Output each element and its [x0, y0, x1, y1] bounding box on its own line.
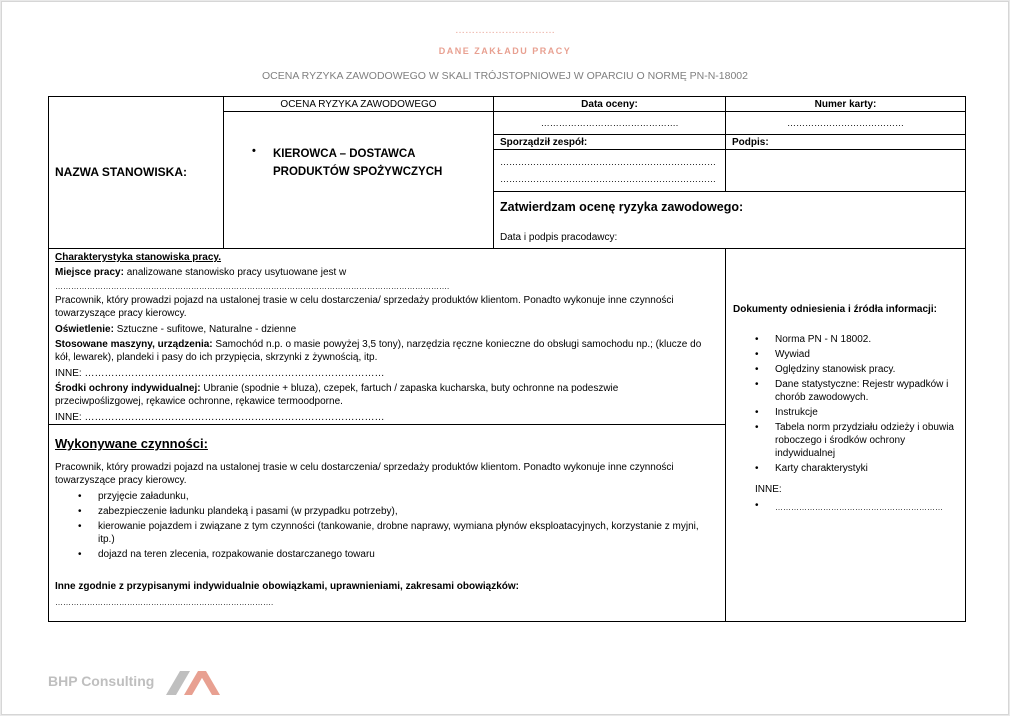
activities-description: Pracownik, który prowadzi pojazd na ustalonej trasie w celu dostarczenia/ sprzedaży produktów klientom. Ponadto wykonuje inne czynności towarzyszące pracy kierowcy.	[55, 462, 674, 486]
bullet-icon: •	[78, 506, 82, 517]
documents-list	[755, 333, 960, 475]
date-field[interactable]: ……………………………………….	[540, 118, 679, 128]
assessment-header: OCENA RYZYKA ZAWODOWEGO	[280, 99, 437, 110]
signature-label: Podpis:	[732, 137, 769, 148]
documents-other-field[interactable]: ………………………………………………………	[775, 503, 943, 512]
other-duties-heading: Inne zgodnie z przypisanymi indywidualnie obowiązkami, uprawnieniami, zakresami obowiązków:	[55, 581, 519, 592]
position-name-line2: PRODUKTÓW SPOŻYWCZYCH	[273, 166, 443, 178]
header-dots: …………………………	[455, 25, 555, 36]
date-label: Data oceny:	[581, 99, 638, 110]
activities-heading: Wykonywane czynności:	[55, 436, 208, 451]
bullet-icon: •	[755, 349, 759, 360]
list-item: • Dane statystyczne: Rejestr wypadków i chorób zawodowych.	[755, 379, 949, 403]
card-number-label: Numer karty:	[814, 99, 877, 110]
list-item: • Oględziny stanowisk pracy.	[755, 364, 896, 375]
bullet-icon: •	[78, 549, 82, 560]
ppe-line: Środki ochrony indywidualnej: Ubranie (spodnie + bluza), czepek, fartuch / zapaska kucharska, buty ochronne na podeszwie przeciwpoślizgowej, rękawice ochronne, rękawice termoodporne.	[55, 383, 619, 407]
bullet-icon: •	[755, 407, 759, 418]
bullet-icon: •	[252, 145, 256, 157]
approval-heading: Zatwierdzam ocenę ryzyka zawodowego:	[500, 200, 744, 214]
bullet-icon: •	[755, 463, 759, 474]
list-item: • zabezpieczenie ładunku plandeką i pasami (w przypadku potrzeby),	[78, 506, 398, 517]
document-title: OCENA RYZYKA ZAWODOWEGO W SKALI TRÓJSTOPNIOWEJ W OPARCIU O NORMĘ PN-N-18002	[262, 70, 748, 82]
approval-signature-label: Data i podpis pracodawcy:	[500, 232, 618, 243]
bullet-icon: •	[78, 521, 82, 532]
position-label: NAZWA STANOWISKA:	[55, 165, 187, 179]
brand-name: BHP Consulting	[48, 673, 155, 689]
bullet-icon: •	[78, 491, 82, 502]
bullet-icon: •	[755, 334, 759, 345]
list-item: • Instrukcje	[755, 407, 818, 418]
position-name-line1: KIEROWCA – DOSTAWCA	[273, 148, 416, 160]
list-item: • Norma PN - N 18002.	[755, 334, 872, 345]
list-item: • Karty charakterystyki	[755, 463, 868, 474]
team-field-2[interactable]: ………………………………………………………………	[500, 174, 716, 184]
bullet-icon: •	[755, 422, 759, 433]
documents-other-label: INNE:	[755, 484, 782, 495]
workplace-line: Miejsce pracy: analizowane stanowisko pracy usytuowane jest w	[55, 267, 347, 278]
company-name: DANE ZAKŁADU PRACY	[438, 46, 572, 56]
list-item: • dojazd na teren zlecenia, rozpakowanie dostarczanego towaru	[78, 549, 375, 560]
bullet-icon: •	[755, 364, 759, 375]
position-description: Pracownik, który prowadzi pojazd na ustalonej trasie w celu dostarczenia/ sprzedaży produktów klientom. Ponadto wykonuje inne czynności towarzyszące pracy kierowcy.	[55, 295, 674, 319]
document-page	[1, 1, 1009, 715]
machines-line: Stosowane maszyny, urządzenia: Samochód n.p. o masie powyżej 3,5 tony), narzędzia ręczne konieczne do obsługi samochodu np.; (klucze do kół, lewarek), plandeki i pasy do ich przypięcia, skrzynki z żywnością, itp.	[55, 339, 702, 363]
team-field-1[interactable]: ………………………………………………………………	[500, 157, 716, 167]
bullet-icon: •	[755, 379, 759, 390]
other-field-1[interactable]: INNE: ………………………………………………………………………………	[55, 368, 385, 379]
activities-list	[78, 490, 718, 561]
lighting-line: Oświetlenie: Sztuczne - sufitowe, Naturalne - dzienne	[55, 324, 297, 335]
workplace-field[interactable]: ………………………………………………………………………………………………………………………………….	[55, 282, 450, 291]
documents-heading: Dokumenty odniesienia i źródła informacji:	[733, 304, 937, 315]
other-duties-field[interactable]: ……………………………………………………………………….	[55, 598, 274, 607]
list-item: • przyjęcie załadunku,	[78, 491, 189, 502]
other-field-2[interactable]: INNE: ………………………………………………………………………………	[55, 412, 385, 423]
team-label: Sporządził zespół:	[500, 137, 588, 148]
mountain-logo-icon	[166, 668, 220, 696]
card-number-field[interactable]: …………………………………	[787, 118, 904, 128]
bullet-icon: •	[755, 500, 759, 511]
list-item: • kierowanie pojazdem i związane z tym czynności (tankowanie, drobne naprawy, wymiana płynów eksploatacyjnych, korzystanie z myjni, itp.)	[78, 521, 699, 545]
list-item: • Tabela norm przydziału odzieży i obuwia roboczego i środków ochrony indywidualnej	[755, 422, 954, 459]
list-item: • Wywiad	[755, 349, 810, 360]
characteristics-heading: Charakterystyka stanowiska pracy.	[55, 252, 222, 263]
